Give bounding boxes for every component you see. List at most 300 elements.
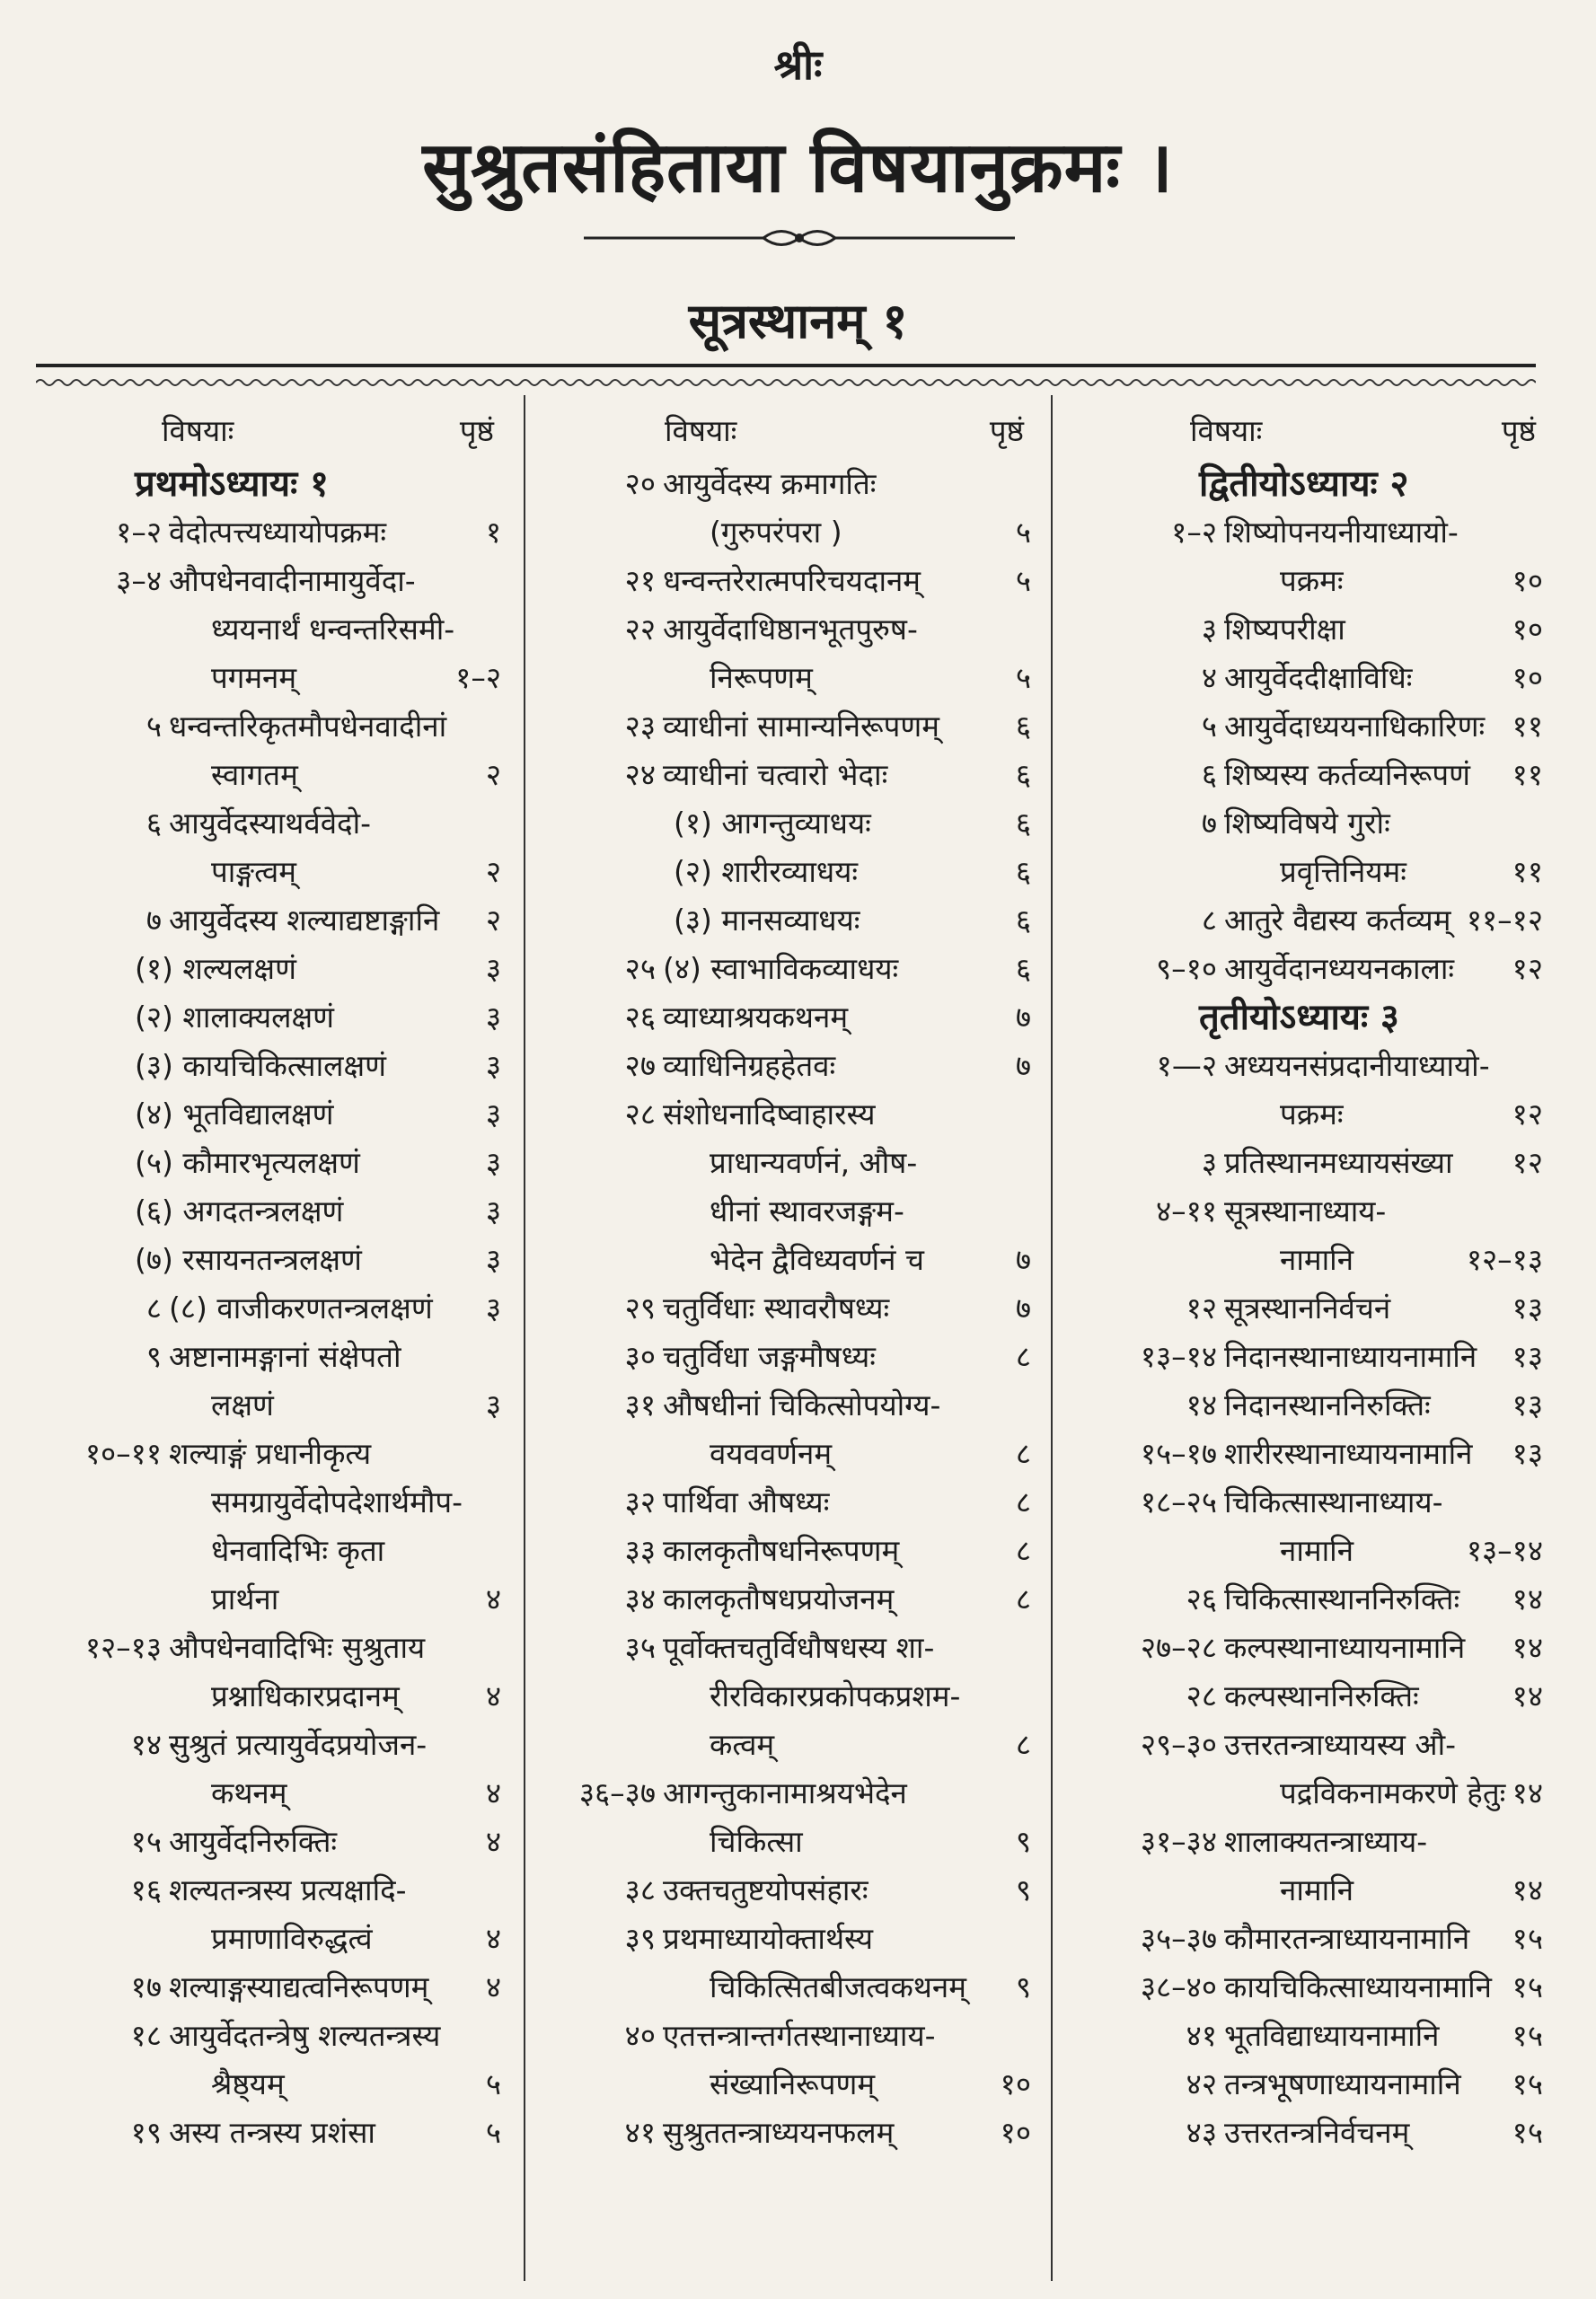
top-rule	[36, 364, 1536, 367]
chapter-heading	[27, 460, 512, 508]
contents-entry	[27, 702, 512, 751]
entry-number: ३८	[624, 1872, 656, 1907]
entry-title: प्रार्थना	[211, 1581, 279, 1616]
contents-entry	[27, 1430, 512, 1478]
entry-title: (१) आगन्तुव्याधयः	[674, 806, 871, 841]
entry-title: प्रश्नाधिकारप्रदानम्	[211, 1678, 400, 1713]
entry-title: (४) स्वाभाविकव्याधयः	[663, 951, 899, 986]
contents-entry	[27, 1139, 512, 1187]
entry-title: नामानि	[1280, 1872, 1354, 1907]
entry-page: ८	[1015, 1484, 1031, 1519]
entry-title: (२) शालाक्यलक्षणं	[135, 1000, 334, 1035]
entry-title: चिकित्सा	[710, 1824, 803, 1859]
entry-page: १३	[1512, 1387, 1543, 1423]
entry-title: कौमारतन्त्राध्यायनामानि	[1224, 1921, 1470, 1956]
entry-number: ३१–३४	[1140, 1824, 1217, 1859]
contents-entry	[1064, 1381, 1554, 1430]
contents-entry	[27, 1478, 512, 1527]
entry-title: (४) भूतविद्यालक्षणं	[135, 1097, 334, 1132]
page-title: सुश्रुतसंहिताया विषयानुक्रमः ।	[422, 128, 1174, 208]
contents-entry	[539, 1624, 1042, 1672]
entry-page: ६	[1015, 951, 1031, 986]
column-divider	[524, 395, 525, 2281]
entry-title: सूत्रस्थाननिर्वचनं	[1224, 1290, 1391, 1326]
entry-title: व्याधीनां सामान्यनिरूपणम्	[663, 709, 940, 744]
chapter-heading	[1064, 460, 1554, 508]
entry-title: पगमनम्	[211, 660, 297, 695]
entry-page: ११	[1512, 854, 1543, 889]
contents-entry	[1064, 2060, 1554, 2109]
entry-number: ८	[1201, 903, 1217, 938]
contents-entry	[27, 557, 512, 605]
entry-number: ६	[1201, 757, 1217, 792]
entry-page: ३	[485, 1048, 501, 1083]
entry-number: २०	[624, 466, 656, 501]
contents-entry	[539, 557, 1042, 605]
entry-title: प्राधान्यवर्णनं, औष-	[710, 1145, 918, 1180]
entry-page: १३	[1512, 1339, 1543, 1374]
entry-list	[27, 460, 512, 2157]
entry-title: द्वितीयोऽध्यायः २	[1199, 463, 1409, 505]
contents-entry	[1064, 848, 1554, 896]
entry-title: निदानस्थानाध्यायनामानि	[1224, 1339, 1477, 1374]
entry-title: भेदेन द्वैविध्यवर्णनं च	[710, 1242, 924, 1277]
contents-entry	[539, 2109, 1042, 2157]
contents-entry	[1064, 945, 1554, 993]
entry-number: १५–१७	[1140, 1436, 1217, 1471]
invocation-text: श्रीः	[773, 40, 823, 89]
entry-page: ११	[1512, 757, 1543, 792]
entry-title: प्रतिस्थानमध्यायसंख्या	[1224, 1145, 1453, 1180]
entry-page: १–२	[455, 660, 501, 695]
contents-entry	[539, 1818, 1042, 1866]
entry-title: कथनम्	[211, 1775, 287, 1810]
entry-page: ४	[485, 1775, 501, 1810]
entry-title: नामानि	[1280, 1533, 1354, 1568]
entry-list	[539, 460, 1042, 2157]
entry-page: ९	[1015, 1872, 1031, 1907]
entry-page: ६	[1015, 806, 1031, 841]
entry-page: १४	[1512, 1581, 1543, 1616]
column-header	[539, 410, 1042, 449]
entry-title: ध्ययनार्थं धन्वन्तरिसमी-	[211, 612, 455, 647]
entry-title: शिष्यविषये गुरोः	[1224, 806, 1390, 841]
entry-title: अध्ययनसंप्रदानीयाध्यायो-	[1224, 1048, 1490, 1083]
contents-entry	[539, 1236, 1042, 1284]
contents-entry	[539, 1381, 1042, 1430]
entry-title: आयुर्वेदस्याथर्ववेदो-	[169, 806, 372, 841]
contents-entry	[1064, 2109, 1554, 2157]
contents-entry	[27, 1236, 512, 1284]
contents-entry	[539, 1915, 1042, 1963]
contents-entry	[1064, 1333, 1554, 1381]
entry-page: ७	[1015, 1242, 1031, 1277]
entry-title: आयुर्वेददीक्षाविधिः	[1224, 660, 1413, 695]
entry-title: शिष्योपनयनीयाध्यायो-	[1224, 515, 1459, 550]
entry-number: १–२	[1171, 515, 1217, 550]
column-header	[27, 410, 512, 449]
entry-title: धेनवादिभिः कृता	[211, 1533, 385, 1568]
entry-title: अस्य तन्त्रस्य प्रशंसा	[169, 2115, 375, 2150]
contents-entry	[539, 848, 1042, 896]
ornament-divider	[584, 225, 1015, 251]
contents-entry	[539, 799, 1042, 848]
contents-entry	[539, 460, 1042, 508]
entry-title: निदानस्थाननिरुक्तिः	[1224, 1387, 1431, 1423]
entry-title: आतुरे वैद्यस्य कर्तव्यम्	[1224, 903, 1451, 938]
entry-page: ४	[485, 1824, 501, 1859]
contents-entry	[27, 1333, 512, 1381]
contents-entry	[1064, 1575, 1554, 1624]
contents-entry	[27, 2109, 512, 2157]
entry-number: १७	[130, 1969, 162, 2004]
entry-number: ५	[145, 709, 162, 744]
entry-title: तन्त्रभूषणाध्यायनामानि	[1224, 2066, 1461, 2101]
entry-title: (२) शारीरव्याधयः	[674, 854, 859, 889]
contents-entry	[539, 2012, 1042, 2060]
entry-title: शल्याङ्गं प्रधानीकृत्य	[169, 1436, 372, 1471]
entry-number: ७	[1201, 806, 1217, 841]
entry-number: ४	[1201, 660, 1217, 695]
entry-title: (गुरुपरंपरा )	[710, 515, 842, 550]
entry-title: आयुर्वेदस्य शल्याद्यष्टाङ्गानि	[169, 903, 440, 938]
entry-title: पूर्वोक्तचतुर्विधौषधस्य शा-	[663, 1630, 935, 1665]
contents-entry	[1064, 1042, 1554, 1090]
entry-title: (३) कायचिकित्सालक्षणं	[135, 1048, 387, 1083]
entry-title: (१) शल्यलक्षणं	[135, 951, 296, 986]
contents-entry	[539, 654, 1042, 702]
entry-page: ९	[1015, 1969, 1031, 2004]
contents-entry	[27, 2060, 512, 2109]
entry-number: ४०	[624, 2018, 656, 2053]
entry-title: पाङ्गत्वम्	[211, 854, 297, 889]
contents-entry	[1064, 1624, 1554, 1672]
chapter-heading	[1064, 993, 1554, 1042]
entry-title: व्याधीनां चत्वारो भेदाः	[663, 757, 888, 792]
entry-page: १३	[1512, 1436, 1543, 1471]
contents-entry	[539, 1042, 1042, 1090]
contents-entry	[27, 1672, 512, 1721]
column-divider	[1051, 395, 1053, 2281]
entry-page: २	[485, 854, 501, 889]
entry-number: ९	[145, 1339, 162, 1374]
entry-title: आयुर्वेदाधिष्ठानभूतपुरुष-	[663, 612, 918, 647]
contents-entry	[27, 1187, 512, 1236]
contents-entry	[539, 1187, 1042, 1236]
entry-title: आयुर्वेदस्य क्रमागतिः	[663, 466, 877, 501]
entry-number: १८	[130, 2018, 162, 2053]
entry-title: प्रथमोऽध्यायः १	[135, 463, 329, 505]
entry-number: ४१	[1186, 2018, 1217, 2053]
contents-entry	[27, 896, 512, 945]
contents-entry	[539, 896, 1042, 945]
contents-entry	[539, 1139, 1042, 1187]
entry-title: शिष्यपरीक्षा	[1224, 612, 1345, 647]
entry-title: शिष्यस्य कर्तव्यनिरूपणं	[1224, 757, 1470, 792]
entry-page: १२	[1512, 1145, 1543, 1180]
entry-page: १४	[1512, 1872, 1543, 1907]
entry-page: ५	[485, 2066, 501, 2101]
entry-title: उत्तरतन्त्रनिर्वचनम्	[1224, 2115, 1410, 2150]
contents-entry	[539, 1721, 1042, 1769]
entry-number: १८–२५	[1140, 1484, 1217, 1519]
entry-number: १२–१३	[84, 1630, 162, 1665]
entry-number: १६	[130, 1872, 162, 1907]
column-header	[1064, 410, 1554, 449]
contents-entry	[1064, 654, 1554, 702]
contents-entry	[27, 1042, 512, 1090]
entry-number: ३०	[624, 1339, 656, 1374]
entry-title: कल्पस्थानाध्यायनामानि	[1224, 1630, 1466, 1665]
entry-page: ३	[485, 1000, 501, 1035]
contents-entry	[539, 1672, 1042, 1721]
entry-number: १३–१४	[1140, 1339, 1217, 1374]
contents-entry	[539, 945, 1042, 993]
contents-entry	[1064, 1478, 1554, 1527]
entry-number: ३	[1201, 1145, 1217, 1180]
contents-entry	[1064, 508, 1554, 557]
entry-title: अष्टानामङ्गानां संक्षेपतो	[169, 1339, 401, 1374]
contents-entry	[1064, 1090, 1554, 1139]
entry-title: (६) अगदतन्त्रलक्षणं	[135, 1194, 344, 1229]
contents-entry	[27, 799, 512, 848]
entry-page: १२	[1512, 951, 1543, 986]
contents-entry	[539, 1284, 1042, 1333]
entry-number: ९–१०	[1156, 951, 1217, 986]
entry-page: ३	[485, 1194, 501, 1229]
entry-title: आयुर्वेदनिरुक्तिः	[169, 1824, 338, 1859]
entry-title: लक्षणं	[211, 1387, 274, 1423]
entry-number: ५	[1201, 709, 1217, 744]
contents-entry	[1064, 1187, 1554, 1236]
entry-title: शारीरस्थानाध्यायनामानि	[1224, 1436, 1473, 1471]
contents-entry	[27, 1963, 512, 2012]
entry-number: ३६–३७	[578, 1775, 656, 1810]
entry-title: (७) रसायनतन्त्रलक्षणं	[135, 1242, 362, 1277]
contents-entry	[1064, 702, 1554, 751]
contents-entry	[539, 1090, 1042, 1139]
entry-title: उक्तचतुष्टयोपसंहारः	[663, 1872, 869, 1907]
entry-title: कायचिकित्साध्यायनामानि	[1224, 1969, 1492, 2004]
entry-page: १३–१४	[1466, 1533, 1543, 1568]
entry-number: २३	[624, 709, 656, 744]
contents-entry	[1064, 605, 1554, 654]
entry-page: १५	[1512, 2066, 1543, 2101]
entry-page: ४	[485, 1678, 501, 1713]
entry-title: सुश्रुततन्त्राध्ययनफलम्	[663, 2115, 895, 2150]
entry-title: सुश्रुतं प्रत्यायुर्वेदप्रयोजन-	[169, 1727, 428, 1762]
entry-number: ४–११	[1156, 1194, 1217, 1229]
entry-number: ७	[145, 903, 162, 938]
entry-page: १०	[1512, 563, 1543, 598]
entry-title: पक्रमः	[1280, 1097, 1344, 1132]
entry-number: ३–४	[116, 563, 162, 598]
entry-number: १९	[130, 2115, 162, 2150]
wavy-rule	[36, 377, 1536, 388]
entry-page: १४	[1512, 1630, 1543, 1665]
entry-title: संख्यानिरूपणम्	[710, 2066, 876, 2101]
entry-number: ३४	[624, 1581, 656, 1616]
entry-title: धीनां स्थावरजङ्गम-	[710, 1194, 904, 1229]
entry-number: २५	[624, 951, 656, 986]
contents-entry	[539, 508, 1042, 557]
contents-entry	[27, 993, 512, 1042]
entry-page: ८	[1015, 1727, 1031, 1762]
entry-title: व्याध्याश्रयकथनम्	[663, 1000, 849, 1035]
contents-entry	[1064, 896, 1554, 945]
contents-entry	[539, 1430, 1042, 1478]
entry-page: ८	[1015, 1533, 1031, 1568]
contents-entry	[539, 702, 1042, 751]
entry-page: ८	[1015, 1436, 1031, 1471]
contents-entry	[27, 1866, 512, 1915]
entry-title: आगन्तुकानामाश्रयभेदेन	[663, 1775, 907, 1810]
contents-entry	[1064, 1818, 1554, 1866]
entry-page: १०	[1000, 2066, 1031, 2101]
entry-page: १	[485, 515, 501, 550]
entry-title: चतुर्विधाः स्थावरौषध्यः	[663, 1290, 890, 1326]
contents-entry	[27, 848, 512, 896]
entry-number: ६	[145, 806, 162, 841]
contents-entry	[27, 1721, 512, 1769]
entry-page: ११–१२	[1466, 903, 1543, 938]
entry-number: २१	[624, 563, 656, 598]
entry-title: चिकित्सास्थानाध्याय-	[1224, 1484, 1443, 1519]
contents-entry	[1064, 1721, 1554, 1769]
entry-title: पक्रमः	[1280, 563, 1344, 598]
entry-number: १२	[1186, 1290, 1217, 1326]
entry-title: प्रथमाध्यायोक्तार्थस्य	[663, 1921, 874, 1956]
entry-number: २४	[624, 757, 656, 792]
entry-page: ६	[1015, 757, 1031, 792]
entry-title: आयुर्वेदतन्त्रेषु शल्यतन्त्रस्य	[169, 2018, 441, 2053]
entry-page: १४	[1512, 1678, 1543, 1713]
entry-page: ४	[485, 1969, 501, 2004]
entry-title: (५) कौमारभृत्यलक्षणं	[135, 1145, 360, 1180]
contents-entry	[539, 993, 1042, 1042]
contents-entry	[1064, 1963, 1554, 2012]
contents-entry	[539, 1333, 1042, 1381]
contents-entry	[27, 1575, 512, 1624]
entry-title: व्याधिनिग्रहहेतवः	[663, 1048, 836, 1083]
entry-title: शल्याङ्गस्याद्यत्वनिरूपणम्	[169, 1969, 429, 2004]
contents-entry	[27, 2012, 512, 2060]
entry-title: कत्वम्	[710, 1727, 775, 1762]
entry-number: ३	[1201, 612, 1217, 647]
contents-entry	[27, 605, 512, 654]
entry-title: सूत्रस्थानाध्याय-	[1224, 1194, 1387, 1229]
entry-number: ८	[145, 1290, 162, 1326]
entry-page: १५	[1512, 2018, 1543, 2053]
contents-entry	[1064, 1769, 1554, 1818]
contents-column-2	[539, 395, 1042, 2281]
entry-title: चिकित्सास्थाननिरुक्तिः	[1224, 1581, 1460, 1616]
contents-entry	[27, 1527, 512, 1575]
entry-title: वयववर्णनम्	[710, 1436, 833, 1471]
entry-page: १५	[1512, 1921, 1543, 1956]
contents-entry	[1064, 1139, 1554, 1187]
entry-page: १२–१३	[1466, 1242, 1543, 1277]
entry-number: ३८–४०	[1140, 1969, 1217, 2004]
entry-page: ५	[1015, 563, 1031, 598]
entry-title: पद्रविकनामकरणे हेतुः	[1280, 1775, 1506, 1810]
entry-title: तृतीयोऽध्यायः ३	[1199, 997, 1399, 1038]
entry-title: शालाक्यतन्त्राध्याय-	[1224, 1824, 1428, 1859]
contents-entry	[27, 1818, 512, 1866]
entry-number: २९	[624, 1290, 656, 1326]
contents-entry	[539, 1527, 1042, 1575]
entry-title: औपधेनवादीनामायुर्वेदा-	[169, 563, 416, 598]
entry-number: २८	[1186, 1678, 1217, 1713]
contents-entry	[539, 1478, 1042, 1527]
entry-page: १०	[1512, 612, 1543, 647]
entry-number: २७–२८	[1140, 1630, 1217, 1665]
entry-page: ४	[485, 1921, 501, 1956]
contents-entry	[27, 1284, 512, 1333]
entry-number: १–२	[116, 515, 162, 550]
section-title: सूत्रस्थानम् १	[688, 293, 908, 349]
contents-entry	[539, 1575, 1042, 1624]
contents-entry	[27, 1624, 512, 1672]
entry-title: उत्तरतन्त्राध्यायस्य औ-	[1224, 1727, 1457, 1762]
entry-page: ५	[1015, 660, 1031, 695]
contents-entry	[1064, 557, 1554, 605]
entry-number: ३१	[624, 1387, 656, 1423]
entry-number: ४२	[1186, 2066, 1217, 2101]
entry-title: कल्पस्थाननिरुक्तिः	[1224, 1678, 1419, 1713]
entry-number: २९–३०	[1140, 1727, 1217, 1762]
entry-number: १४	[1186, 1387, 1217, 1423]
contents-entry	[1064, 1430, 1554, 1478]
entry-number: २२	[624, 612, 656, 647]
entry-page: ३	[485, 951, 501, 986]
contents-entry	[27, 945, 512, 993]
entry-title: पार्थिवा औषध्यः	[663, 1484, 830, 1519]
contents-entry	[1064, 799, 1554, 848]
contents-entry	[27, 1090, 512, 1139]
entry-page: ९	[1015, 1824, 1031, 1859]
entry-number: १५	[130, 1824, 162, 1859]
entry-page: ८	[1015, 1339, 1031, 1374]
entry-title: धन्वन्तरिकृतमौपधेनवादीनां	[169, 709, 447, 744]
entry-page: ७	[1015, 1048, 1031, 1083]
entry-number: २८	[624, 1097, 656, 1132]
entry-number: २७	[624, 1048, 656, 1083]
entry-page: ७	[1015, 1290, 1031, 1326]
entry-page: ३	[485, 1145, 501, 1180]
subject-heading: विषयाः	[1190, 413, 1263, 448]
entry-title: चिकित्सितबीजत्वकथनम्	[710, 1969, 966, 2004]
contents-entry	[1064, 751, 1554, 799]
entry-page: ७	[1015, 1000, 1031, 1035]
entry-page: १५	[1512, 2115, 1543, 2150]
contents-entry	[1064, 1236, 1554, 1284]
contents-column-3	[1064, 395, 1554, 2281]
entry-title: आयुर्वेदाध्ययनाधिकारिणः	[1224, 709, 1486, 744]
contents-entry	[27, 1915, 512, 1963]
entry-page: १३	[1512, 1290, 1543, 1326]
entry-title: आयुर्वेदानध्ययनकालाः	[1224, 951, 1455, 986]
entry-page: १२	[1512, 1097, 1543, 1132]
entry-number: ३२	[624, 1484, 656, 1519]
contents-entry	[27, 1769, 512, 1818]
contents-entry	[1064, 2012, 1554, 2060]
entry-page: २	[485, 757, 501, 792]
entry-page: ४	[485, 1581, 501, 1616]
entry-page: ३	[485, 1387, 501, 1423]
entry-title: वेदोत्पत्त्यध्यायोपक्रमः	[169, 515, 387, 550]
contents-entry	[539, 2060, 1042, 2109]
